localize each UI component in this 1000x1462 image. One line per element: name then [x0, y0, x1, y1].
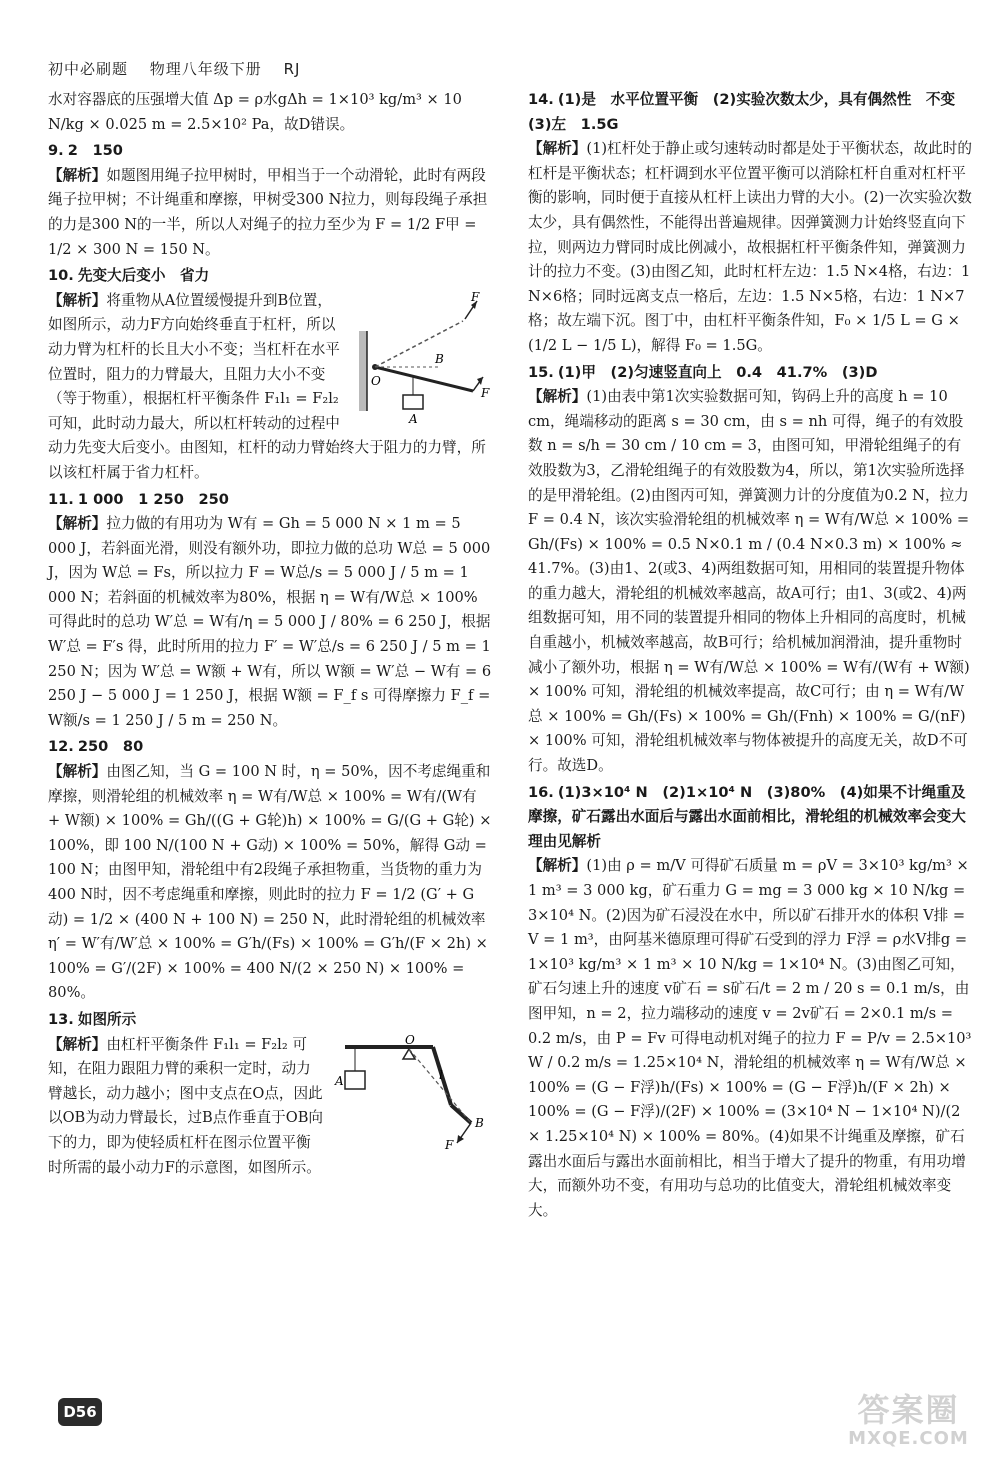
answer-text: 先变大后变小 省力 — [77, 267, 210, 285]
label-B: B — [475, 1115, 484, 1130]
question-number: 10. — [48, 267, 74, 285]
explanation-tag: 【解析】 — [528, 857, 587, 875]
answer-item-11 — [48, 488, 493, 734]
explanation-text: 如题图用绳子拉甲树时，甲相当于一个动滑轮，此时有两段绳子拉甲树；不计绳重和摩擦，甲树受300 N拉力，则每段绳子承担的力是300 N的一半，所以人对绳子的拉力至少为 F = 1/2 F甲 = 1/2 × 300 N = 150 N。 — [48, 166, 488, 258]
explanation-tag: 【解析】 — [528, 388, 587, 406]
hanging-weight — [345, 1071, 365, 1089]
question-number: 11. — [48, 490, 74, 508]
label-l: l — [439, 1067, 443, 1082]
page-header — [48, 58, 316, 79]
explanation-text: (1)杠杆处于静止或匀速转动时都是处于平衡状态，故此时的杠杆是平衡状态；杠杆调到水平位置平衡可以消除杠杆自重对杠杆平衡的影响，同时便于直接从杠杆上读出力臂的大小。(2)一次实验次数太少，具有偶然性，不能得出普遍规律。因弹簧测力计始终竖直向下拉，则两边力臂同时成比例减小，故根据杠杆平衡条件知，弹簧测力计的拉力不变。(3)由图乙知，此时杠杆左边：1.5 N×4格，右边：1 N×6格；同时远离支点一格后，左边：1.5 N×5格，右边：1 N×7格；故左端下沉。图丁中，由杠杆平衡条件知，F₀ × 1/5 L = G × (1/2 L − 1/5 L)，解得 F₀ = 1.5G。 — [528, 140, 972, 354]
explanation-text: 拉力做的有用功为 W有 = Gh = 5 000 N × 1 m = 5 000 J，若斜面光滑，则没有额外功，即拉力做的总功 W总 = 5 000 J，因为 W总 = Fs，所以拉力 F = W总/s = 5 000 J / 5 m = 1 000 N；若斜面的机械效率为80%，根据 η = W有/W总 × 100% 可得此时的总功 W′总 = W有/η = 5 000 J / 80% = 6 250 J，根据 W′总 = F′s 得，此时所用的拉力 F′ = W′总/s = 6 250 J / 5 m = 1 250 N；因为 W′总 = W额 + W有，所以 W额 = W′总 − W有 = 6 250 J − 5 000 J = 1 250 J，根据 W额 = F_f s 可得摩擦力 F_f = W额/s = 1 250 J / 5 m = 250 N。 — [48, 515, 492, 729]
explanation-text: 由杠杆平衡条件 F₁l₁ = F₂l₂ 可知，在阻力跟阻力臂的乘积一定时，动力臂越长，动力越小；图中支点在O点，因此以OB为动力臂最长，过B点作垂直于OB向下的力，即为使轻质杠杆在图示位置平衡时所需的最小动力F的示意图，如图所示。 — [48, 1035, 324, 1176]
label-O: O — [405, 1034, 415, 1047]
answer-text: 2 150 — [67, 142, 123, 160]
watermark-logo — [826, 1392, 991, 1456]
wall — [359, 331, 367, 411]
question-number: 15. — [528, 363, 554, 381]
label-A: A — [335, 1073, 344, 1088]
label-F-top: F — [471, 290, 480, 304]
answer-item-12 — [48, 735, 493, 1006]
lever-raised — [375, 321, 463, 367]
label-O: O — [371, 373, 381, 388]
label-F: F — [445, 1137, 454, 1152]
explanation-text: 由图乙知，当 G = 100 N 时，η = 50%，因不考虑绳重和摩擦，则滑轮组的机械效率 η = W有/W总 × 100% = W有/(W有 + W额) × 100% = Gh/((G + G轮)h) × 100% = G/(G + G轮) × 100%，即 100 N/(100 N + G动) × 100% = 50%，解得 G动 = 100 N；由图甲知，滑轮组中有2段绳子承担物重，当货物的重力为400 N时，因不考虑绳重和摩擦，则此时的拉力 F = 1/2 (G′ + G动) = 1/2 × (400 N + 100 N) = 250 N，此时滑轮组的机械效率 η′ = W′有/W′总 × 100% = G′h/(Fs) × 100% = G′h/(F × 2h) × 100% = G′/(2F) × 100% = 400 N/(2 × 250 N) × 100% = 80%。 — [48, 763, 492, 1002]
answer-text: 250 80 — [77, 738, 144, 756]
explanation-tag: 【解析】 — [48, 515, 107, 533]
answer-text: (1)是 水平位置平衡 (2)实验次数太少，具有偶然性 不变 (3)左 1.5G — [528, 91, 970, 133]
watermark-url: MXQE.COM — [848, 1428, 969, 1449]
watermark-logo-text: 答案圈 — [857, 1391, 960, 1429]
bent-lever-diagram — [333, 1035, 493, 1153]
answer-text: (1)3×10⁴ N (2)1×10⁴ N (3)80% (4)如果不计绳重及摩擦，矿石露出水面后与露出水面前相比，滑轮组的机械效率会变大 理由见解析 — [528, 783, 981, 850]
question-number: 16. — [528, 783, 554, 801]
label-A: A — [409, 411, 418, 426]
explanation-tag: 【解析】 — [48, 166, 107, 184]
explanation-text: 将重物从A位置缓慢提升到B位置，如图所示，动力F方向始终垂直于杠杆，所以动力臂为杠杆的长且大小不变；当杠杆在水平位置时，阻力的力臂最大，且阻力大小不变（等于物重），根据杠杆平衡条件 F₁l₁ = F₂l₂ 可知，此时动力最大，所以杠杆转动的过程中动力先变大后变小。由图知，杠杆的动力臂始终大于阻力的力臂，所以该杠杆属于省力杠杆。 — [48, 291, 486, 481]
question-number: 9. — [48, 142, 64, 160]
fulcrum — [403, 1049, 415, 1059]
left-column — [48, 88, 493, 1182]
answer-item-16 — [528, 781, 981, 1224]
question-number: 14. — [528, 91, 554, 108]
question-number: 13. — [48, 1010, 74, 1028]
answer-item-10 — [48, 264, 493, 485]
series-name: 初中必刷题 — [48, 60, 129, 78]
explanation-tag: 【解析】 — [528, 140, 587, 158]
lever-diagram — [353, 291, 493, 431]
question-number: 12. — [48, 738, 74, 756]
edition-code: RJ — [283, 60, 301, 78]
lever-bar — [375, 367, 473, 391]
explanation-tag: 【解析】 — [48, 291, 107, 309]
answer-item-14 — [528, 88, 973, 359]
explanation-text: (1)由表中第1次实验数据可知，钩码上升的高度 h = 10 cm，绳端移动的距离 s = 30 cm，由 s = nh 可得，绳子的有效股数 n = s/h = 30 cm / 10 cm = 3，由图可知，甲滑轮组绳子的有效股数为3，乙滑轮组绳子的有效股数为4，所以，第1次实验所选择的是甲滑轮组。(2)由图丙可知，弹簧测力计的分度值为0.2 N，拉力 F = 0.4 N，该次实验滑轮组的机械效率 η = W有/W总 × 100% = Gh/(Fs) × 100% = 0.5 N×0.1 m / (0.4 N×0.3 m) × 100% ≈ 41.7%。(3)由1、2(或3、4)两组数据可知，用相同的装置提升物体的重力越大，滑轮组的机械效率越高，故A可行；由1、3(或2、4)两组数据可知，用不同的装置提升相同的物体上升相同的高度时，机械自重越小，机械效率越高，故B可行；给机械加润滑油，提升重物时减小了额外功，根据 η = W有/W总 × 100% = W有/(W有 + W额) × 100% 可知，滑轮组的机械效率提高，故C可行；由 η = W有/W总 × 100% = Gh/(Fs) × 100% = Gh/(Fnh) × 100% = G/(nF) × 100% 可知，滑轮组机械效率与物体被提升的高度无关，故D不可行。故选D。 — [528, 388, 970, 775]
answer-text: 如图所示 — [77, 1010, 137, 1028]
answer-text: (1)甲 (2)匀速竖直向上 0.4 41.7% (3)D — [557, 363, 878, 381]
weight-block — [403, 395, 423, 409]
page-number-badge: D56 — [58, 1398, 102, 1426]
explanation-text: (1)由 ρ = m/V 可得矿石质量 m = ρV = 3×10³ kg/m³ × 1 m³ = 3 000 kg，矿石重力 G = mg = 3 000 kg × 10 N/kg = 3×10⁴ N。(2)因为矿石浸没在水中，所以矿石排开水的体积 V排 = V = 1 m³，由阿基米德原理可得矿石受到的浮力 F浮 = ρ水V排g = 1×10³ kg/m³ × 1 m³ × 10 N/kg = 1×10⁴ N。(3)由图乙可知，矿石匀速上升的速度 v矿石 = s矿石/t = 2 m / 20 s = 0.1 m/s，由图甲知，n = 2，拉力端移动的速度 v = 2v矿石 = 2×0.1 m/s = 0.2 m/s，由 P = Fv 可得电动机对绳子的拉力 F = P/v = 2.5×10³ W / 0.2 m/s = 1.25×10⁴ N，滑轮组的机械效率 η = W有/W总 × 100% = (G − F浮)h/(Fs) × 100% = (G − F浮)h/(F × 2h) × 100% = (G − F浮)/(2F) × 100% = (3×10⁴ N − 1×10⁴ N)/(2 × 1.25×10⁴ N) × 100% = 80%。(4)如果不计绳重及摩擦，矿石露出水面后与露出水面前相比，相当于增大了提升的物重，有用功增大，而额外功不变，有用功与总功的比值变大，滑轮组机械效率变大。 — [528, 857, 972, 1219]
label-B: B — [435, 351, 444, 366]
answer-item-9 — [48, 139, 493, 262]
subject-name: 物理八年级下册 — [149, 60, 262, 78]
explanation-tag: 【解析】 — [48, 1035, 107, 1053]
answer-continuation — [48, 88, 493, 137]
answer-item-13 — [48, 1008, 493, 1180]
continuation-text: 水对容器底的压强增大值 Δp = ρ水gΔh = 1×10³ kg/m³ × 10 N/kg × 0.025 m = 2.5×10² Pa，故D错误。 — [48, 91, 462, 133]
answer-text: 1 000 1 250 250 — [77, 490, 229, 508]
right-column — [528, 88, 981, 1225]
answer-item-15 — [528, 361, 973, 779]
explanation-tag: 【解析】 — [48, 763, 107, 781]
label-F-bottom: F — [481, 385, 490, 400]
